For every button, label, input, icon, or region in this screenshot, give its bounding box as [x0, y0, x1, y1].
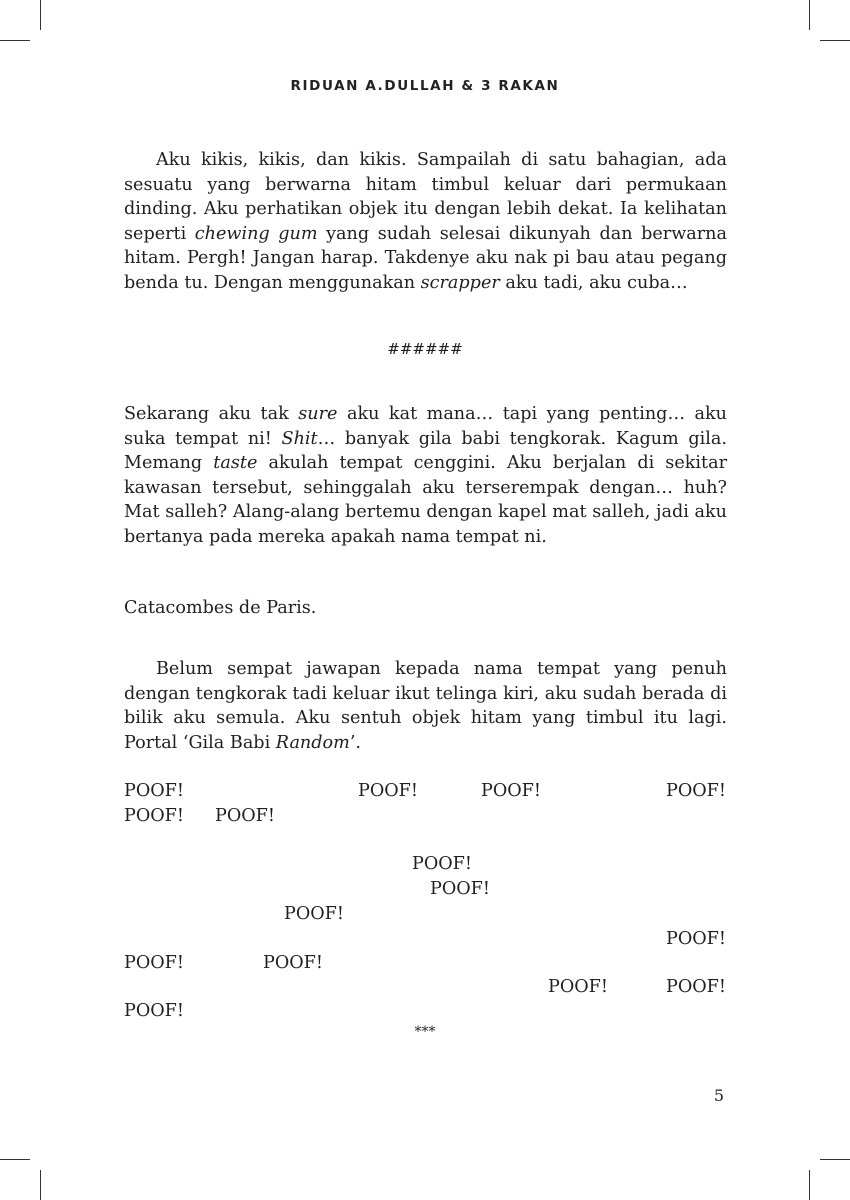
poof-word: POOF! — [215, 806, 275, 826]
section-separator: ###### — [387, 340, 463, 358]
crop-mark — [0, 1159, 30, 1160]
crop-mark — [40, 1170, 41, 1200]
poof-word: POOF! — [548, 977, 608, 997]
end-mark: *** — [414, 1024, 436, 1040]
crop-mark — [40, 0, 41, 30]
poof-word: POOF! — [124, 1001, 184, 1021]
poof-word: POOF! — [124, 953, 184, 973]
poof-word: POOF! — [666, 781, 726, 801]
crop-mark — [809, 0, 810, 30]
poof-word: POOF! — [124, 806, 184, 826]
crop-mark — [809, 1170, 810, 1200]
crop-mark — [820, 40, 850, 41]
paragraph-4: Belum sempat jawapan kepada nama tempat yang penuh dengan tengkorak tadi keluar ikut telinga kiri, aku sudah berada di bilik aku semula. Aku sentuh objek hitam yang timbul itu lagi. Portal ‘Gila Babi Random’. — [124, 659, 727, 753]
paragraph-1: Aku kikis, kikis, dan kikis. Sampailah di satu bahagian, ada sesuatu yang berwarna hitam timbul keluar dari permukaan dinding. Aku perhatikan objek itu dengan lebih dekat. Ia kelihatan seperti chewing gum yang sudah selesai dikunyah dan berwarna hitam. Pergh! Jangan harap. Takdenye aku nak pi bau atau pegang benda tu. Dengan menggunakan scrapper aku tadi, aku cuba… — [124, 150, 727, 293]
poof-word: POOF! — [358, 781, 418, 801]
crop-mark — [820, 1159, 850, 1160]
poof-word: POOF! — [430, 879, 490, 899]
poof-word: POOF! — [666, 977, 726, 997]
paragraph-2: Sekarang aku tak sure aku kat mana… tapi yang penting… aku suka tempat ni! Shit… banyak gila babi tengkorak. Kagum gila. Memang taste akulah tempat cenggini. Aku berjalan di sekitar kawasan tersebut, sehinggalah aku terserempak dengan… huh? Mat salleh? Alang-alang bertemu dengan kapel mat salleh, jadi aku bertanya pada mereka apakah nama tempat ni. — [124, 404, 728, 547]
poof-word: POOF! — [284, 904, 344, 924]
running-head: RIDUAN A.DULLAH & 3 RAKAN — [290, 78, 560, 94]
poof-word: POOF! — [412, 854, 472, 874]
crop-mark — [0, 40, 30, 41]
poof-word: POOF! — [263, 953, 323, 973]
poof-word: POOF! — [124, 781, 184, 801]
poof-word: POOF! — [481, 781, 541, 801]
paragraph-3: Catacombes de Paris. — [124, 598, 317, 618]
poof-word: POOF! — [666, 929, 726, 949]
page-number: 5 — [713, 1086, 724, 1105]
